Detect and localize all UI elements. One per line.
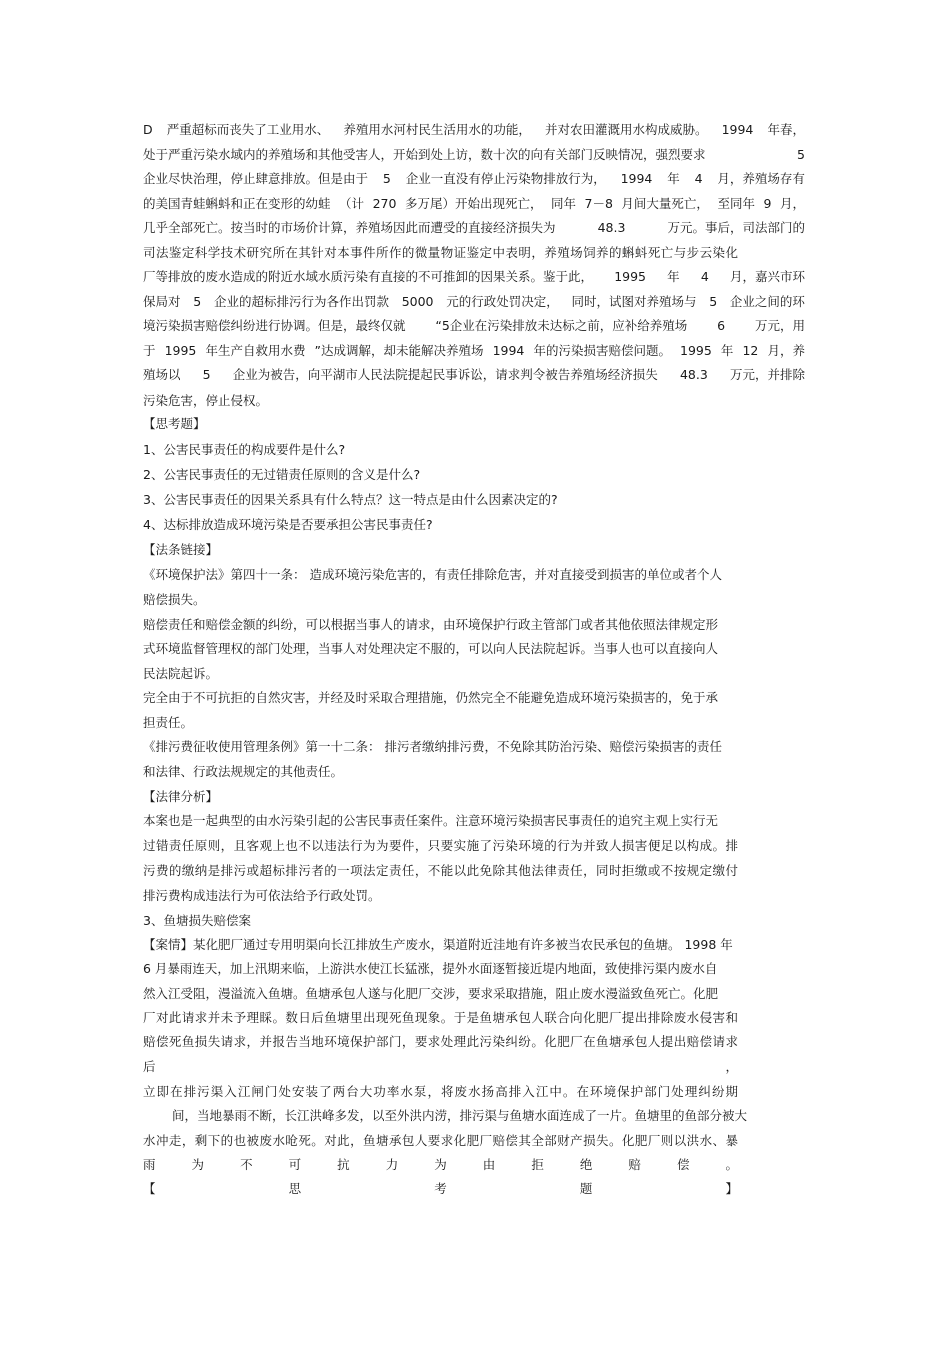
text-line: 厂对此请求并未予理睬。数日后鱼塘里出现死鱼现象。于是鱼塘承包人联合向化肥厂提出排除废水侵害和 [143,1010,738,1025]
text-line: 【法律分析】 [143,789,219,804]
text-line: 6 月暴雨连天，加上汛期来临，上游洪水使江长猛涨，提外水面逐暂接近堤内地面，致使排污渠内废水自 [143,961,718,976]
text-line: 和法律、行政法规规定的其他责任。 [143,764,344,779]
text-line: 殖场以 5 企业为被告，向平湖市人民法院提起民事诉讼，请求判令被告养殖场经济损失 48.3 万元，并排除 [143,367,805,382]
text-line: 担责任。 [143,715,194,730]
text-line: 1、公害民事责任的构成要件是什么? [143,442,346,457]
text-line: 民法院起诉。 [143,666,219,681]
text-line: 然入江受阻，漫溢流入鱼塘。鱼塘承包人遂与化肥厂交涉，要求采取措施，阻止废水漫溢致鱼死亡。化肥 [143,986,719,1001]
text-line: 境污染损害赔偿纠纷进行协调。但是，最终仅就 “5企业在污染排放未达标之前，应补给养殖场 6 万元，用 [143,318,805,333]
text-line: 于 1995 年生产自救用水费 ”达成调解，却未能解决养殖场 1994 年的污染损害赔偿问题。 1995 年 12 月，养 [143,343,805,358]
text-line: 厂等排放的废水造成的附近水域水质污染有直接的不可推卸的因果关系。鉴于此， 1995 年 4 月，嘉兴市环 [143,269,805,284]
text-line: 式环境监督管理权的部门处理，当事人对处理决定不服的，可以向人民法院起诉。当事人也可以直接向人 [143,641,719,656]
text-line: 立即在排污渠入江闸门处安装了两台大功率水泵，将废水扬高排入江中。在环境保护部门处理纠纷期 [143,1084,738,1099]
text-line: D 严重超标而丧失了工业用水、 养殖用水河村民生活用水的功能， 并对农田灌溉用水构成威胁。 1994 年春， [143,122,805,137]
text-line: 4、达标排放造成环境污染是否要承担公害民事责任? [143,517,433,532]
text-line: 司法鉴定科学技术研究所在其针对本事件所作的微量物证鉴定中表明，养殖场饲养的蝌蚪死亡与步云染化 [143,245,738,260]
text-line: 污染危害，停止侵权。 [143,393,269,408]
text-line: 《排污费征收使用管理条例》第一十二条： 排污者缴纳排污费，不免除其防治污染、赔偿污染损害的责任 [143,739,722,754]
text-line: 赔偿损失。 [143,592,206,607]
text-line: 【思考题】 [143,416,206,431]
text-line: 【法条链接】 [143,542,219,557]
text-line: 雨为不可抗力为由拒绝赔偿。 [143,1157,738,1172]
text-line: 污费的缴纳是排污或超标排污者的一项法定责任，不能以此免除其他法律责任，同时拒缴或不按规定缴付 [143,863,738,878]
text-line: 水冲走，剩下的也被废水呛死。对此，鱼塘承包人要求化肥厂赔偿其全部财产损失。化肥厂则以洪水、暴 [143,1133,738,1148]
text-line: 2、公害民事责任的无过错责任原则的含义是什么? [143,467,421,482]
text-line: 企业尽快治理，停止肆意排放。但是由于 5 企业一直没有停止污染物排放行为， 1994 年 4 月，养殖场存有 [143,171,805,186]
text-line: 处于严重污染水域内的养殖场和其他受害人，开始到处上访，数十次的向有关部门反映情况，强烈要求 5 [143,147,805,162]
text-line: 赔偿死鱼损失请求，并报告当地环境保护部门，要求处理此污染纠纷。化肥厂在鱼塘承包人提出赔偿请求 [143,1034,738,1049]
text-line: 《环境保护法》第四十一条： 造成环境污染危害的，有责任排除危害，并对直接受到损害的单位或者个人 [143,567,722,582]
text-line: 过错责任原则，且客观上也不以违法行为为要件，只要实施了污染环境的行为并致人损害便足以构成。排 [143,838,738,853]
text-line: 后， [143,1059,738,1074]
text-line: 【思考题】 [143,1181,738,1196]
text-line: 几乎全部死亡。按当时的市场价计算，养殖场因此而遭受的直接经济损失为 48.3 万元。事后，司法部门的 [143,220,805,235]
text-line: 保局对 5 企业的超标排污行为各作出罚款 5000 元的行政处罚决定， 同时，试图对养殖场与 5 企业之间的环 [143,294,805,309]
text-line: 排污费构成违法行为可依法给予行政处罚。 [143,888,381,903]
text-line: 3、公害民事责任的因果关系具有什么特点？这一特点是由什么因素决定的? [143,492,558,507]
text-line: 完全由于不可抗拒的自然灾害，并经及时采取合理措施，仍然完全不能避免造成环境污染损害的，免于承 [143,690,719,705]
text-line: 本案也是一起典型的由水污染引起的公害民事责任案件。注意环境污染损害民事责任的追究主观上实行无 [143,813,719,828]
text-line: 的美国青蛙蝌蚪和正在变形的幼蛙 （计 270 多万尾）开始出现死亡， 同年 7－8 月间大量死亡， 至同年 9 月， [143,196,805,211]
text-line: 【案情】某化肥厂通过专用明渠向长江排放生产废水，渠道附近洼地有许多被当农民承包的鱼塘。 1998 年 [143,937,733,952]
text-line: 间，当地暴雨不断，长江洪峰多发，以至外洪内涝，排污渠与鱼塘水面连成了一片。鱼塘里的鱼部分被大 [172,1108,748,1123]
text-line: 赔偿责任和赔偿金额的纠纷，可以根据当事人的请求，由环境保护行政主管部门或者其他依照法律规定形 [143,617,719,632]
text-line: 3、鱼塘损失赔偿案 [143,913,251,928]
